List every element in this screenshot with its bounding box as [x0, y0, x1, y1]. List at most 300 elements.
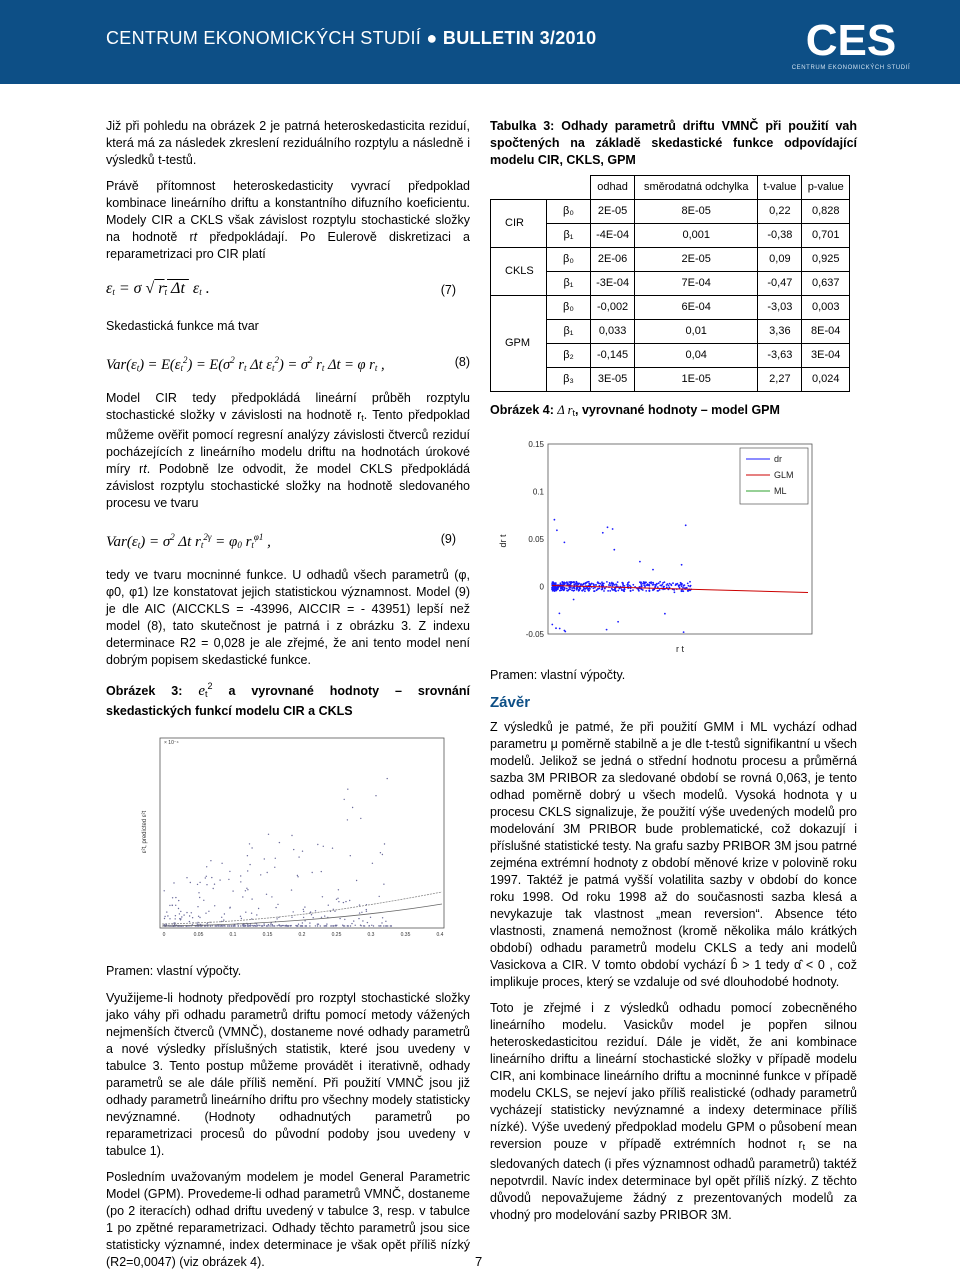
equation-7 — [106, 272, 470, 312]
scatter-point — [681, 564, 683, 566]
equation-8-number: (8) — [454, 355, 470, 369]
scatter-point — [251, 898, 252, 899]
figure-3-chart — [116, 732, 456, 952]
scatter-point — [555, 627, 557, 629]
scatter-point — [358, 918, 359, 919]
scatter-point — [247, 889, 248, 890]
scatter-point — [271, 896, 272, 897]
scatter-point — [298, 924, 299, 925]
scatter-point — [305, 925, 306, 926]
scatter-point — [259, 925, 260, 926]
scatter-point — [353, 920, 354, 921]
scatter-point — [183, 914, 184, 915]
scatter-point — [344, 799, 345, 800]
tvalue-cell: 3,36 — [758, 320, 802, 344]
scatter-point — [247, 925, 248, 926]
scatter-point — [658, 582, 660, 584]
scatter-point — [166, 911, 167, 912]
scatter-point — [279, 924, 280, 925]
scatter-point — [190, 882, 191, 883]
scatter-point — [384, 843, 385, 844]
scatter-point — [580, 584, 582, 586]
scatter-point — [206, 884, 207, 885]
scatter-point — [593, 584, 595, 586]
scatter-point — [206, 866, 207, 867]
figure-4-chart — [490, 436, 830, 656]
scatter-point — [668, 585, 670, 587]
scatter-point — [238, 925, 239, 926]
scatter-point — [325, 925, 326, 926]
x-tick-label: 0.3 — [367, 932, 375, 938]
legend — [740, 448, 808, 504]
bulletin-title-regular: CENTRUM EKONOMICKÝCH STUDIÍ ● — [106, 28, 438, 48]
scatter-point — [304, 906, 305, 907]
scatter-point — [337, 898, 338, 899]
scatter-point — [347, 789, 348, 790]
scatter-point — [260, 874, 261, 875]
scatter-point — [172, 897, 173, 898]
scatter-point — [380, 852, 381, 853]
scatter-point — [681, 585, 683, 587]
scatter-point — [339, 918, 340, 919]
scatter-point — [573, 587, 575, 589]
scatter-point — [561, 581, 563, 583]
scatter-point — [251, 925, 252, 926]
scatter-point — [186, 877, 187, 878]
paragraph: Již při pohledu na obrázek 2 je patrná heteroskedasticita reziduí, která má za následek zkreslení reziduálního rozptylu a následně i výsledků t-testů. — [106, 119, 470, 167]
model-cell: CKLS — [491, 248, 547, 296]
scatter-point — [197, 906, 198, 907]
sd-cell: 6E-04 — [635, 296, 758, 320]
scatter-point — [632, 584, 634, 586]
scatter-point — [302, 925, 303, 926]
scatter-point — [233, 925, 234, 926]
scatter-point — [609, 590, 611, 592]
scatter-point — [551, 624, 553, 626]
scatter-point — [344, 919, 345, 920]
scatter-point — [206, 876, 207, 877]
scatter-point — [211, 877, 212, 878]
equation-9-number: (9) — [440, 532, 456, 546]
scatter-point — [207, 925, 208, 926]
scatter-point — [652, 582, 654, 584]
scatter-point — [682, 587, 684, 589]
scatter-point — [249, 843, 250, 844]
right-column — [490, 118, 857, 1233]
scatter-point — [223, 919, 224, 920]
scatter-point — [382, 854, 383, 855]
scatter-point — [351, 923, 352, 924]
scatter-point — [386, 925, 387, 926]
scatter-point — [630, 590, 632, 592]
scatter-point — [214, 884, 215, 885]
scatter-point — [362, 920, 363, 921]
scatter-point — [576, 589, 578, 591]
scatter-point — [332, 848, 333, 849]
scatter-point — [347, 925, 348, 926]
pvalue-cell: 3E-04 — [802, 344, 850, 368]
scatter-point — [257, 925, 258, 926]
scatter-point — [655, 585, 657, 587]
paragraph: Využijeme-li hodnoty předpovědí pro rozptyl stochastické složky jako váhy při odhadu parametrů driftu pomocí metody vážených nejmenších čtverců (VMNČ), dostaneme nové odhady parametrů a nové výsledky příslušných statistik, které jsou uvedeny v tabulce 3. Tento postup můžeme provádět i iterativně, odhady parametrů se ale dále příliš nemění. Při použití VMNČ jsou již odhady parametrů lineárního driftu pro všechny modely statisticky nevýznamné. (Hodnoty odhadnutých parametrů po reparametrizaci procesů do původní podoby jsou uvedeny v tabulce 1). — [106, 991, 470, 1158]
scatter-point — [554, 590, 556, 592]
scatter-point — [291, 917, 292, 918]
scatter-point — [345, 901, 346, 902]
equation-9-body: $Var(\varepsilon_t) = \sigma^2$ Δt $r_t^{2\gamma} = \varphi_0$ $r_t^{\varphi 1}$ , — [106, 532, 271, 550]
scatter-point — [355, 925, 356, 926]
odhad-cell: -0,002 — [591, 296, 635, 320]
scatter-point — [344, 925, 345, 926]
scatter-point — [563, 582, 565, 584]
scatter-point — [566, 588, 568, 590]
scatter-point — [333, 909, 334, 910]
scatter-point — [247, 870, 248, 871]
scatter-point — [205, 913, 206, 914]
scatter-point — [601, 581, 603, 583]
scatter-point — [669, 583, 671, 585]
equation-7-body: $\varepsilon_t = \sigma$ √ $r_t$ Δt $\varepsilon_t$ . — [106, 280, 210, 297]
scatter-point — [219, 879, 220, 880]
scatter-point — [164, 916, 165, 917]
tvalue-cell: -0,38 — [758, 224, 802, 248]
scatter-point — [315, 925, 316, 926]
scatter-point — [338, 901, 339, 902]
scatter-point — [602, 532, 604, 534]
col-odhad: odhad — [591, 176, 635, 200]
scatter-point — [297, 925, 298, 926]
odhad-cell: 2E-05 — [591, 200, 635, 224]
scatter-point — [267, 872, 268, 873]
scatter-point — [573, 590, 575, 592]
scatter-point — [371, 925, 372, 926]
scatter-point — [596, 589, 598, 591]
scatter-point — [684, 584, 686, 586]
scatter-point — [685, 524, 687, 526]
scatter-point — [679, 587, 681, 589]
scatter-point — [360, 818, 361, 819]
scatter-point — [350, 855, 351, 856]
scatter-point — [367, 922, 368, 923]
scatter-point — [672, 582, 674, 584]
scatter-point — [359, 912, 360, 913]
param-cell: β₂ — [547, 344, 591, 368]
tvalue-cell: 2,27 — [758, 368, 802, 392]
x-tick-label: 0.35 — [400, 932, 411, 938]
scatter-point — [302, 922, 303, 923]
sd-cell: 1E-05 — [635, 368, 758, 392]
scatter-point — [291, 889, 292, 890]
figure-source: Pramen: vlastní výpočty. — [490, 668, 626, 682]
scatter-point — [553, 582, 555, 584]
scatter-point — [560, 589, 562, 591]
scatter-point — [578, 583, 580, 585]
scatter-point — [627, 585, 629, 587]
scatter-point — [229, 871, 230, 872]
scatter-point — [609, 582, 611, 584]
y-axis-label: ε²t, predicted ε²t — [142, 810, 148, 854]
scatter-point — [186, 912, 187, 913]
scatter-point — [583, 583, 585, 585]
scatter-point — [224, 925, 225, 926]
scatter-point — [361, 912, 362, 913]
scatter-point — [617, 590, 619, 592]
scatter-point — [576, 587, 578, 589]
scatter-point — [189, 921, 190, 922]
scatter-point — [245, 912, 246, 913]
scatter-point — [650, 581, 652, 583]
equation-8-body: $Var(\varepsilon_t) = E(\varepsilon_t^2) = E(\sigma^2$ $r_t$ Δt $\varepsilon_t^2) = \sigma^2$ $r_t$ Δt = φ $r_t$ , — [106, 355, 385, 373]
scatter-point — [370, 917, 371, 918]
scatter-point — [175, 897, 176, 898]
scatter-point — [229, 907, 230, 908]
scatter-point — [645, 590, 647, 592]
scatter-point — [682, 590, 684, 592]
scatter-point — [599, 588, 601, 590]
scatter-point — [390, 925, 391, 926]
pvalue-cell: 0,024 — [802, 368, 850, 392]
y-tick-label: 0.05 — [528, 535, 544, 544]
scatter-point — [383, 884, 384, 885]
scatter-point — [598, 582, 600, 584]
scatter-point — [302, 851, 303, 852]
scatter-point — [245, 925, 246, 926]
legend-label: GLM — [774, 470, 794, 480]
pvalue-cell: 0,828 — [802, 200, 850, 224]
scatter-point — [279, 925, 280, 926]
paragraph: Skedastická funkce má tvar — [106, 319, 259, 333]
pvalue-cell: 0,003 — [802, 296, 850, 320]
scatter-point — [210, 860, 211, 861]
scatter-point — [303, 911, 304, 912]
scatter-point — [387, 925, 388, 926]
scatter-point — [624, 588, 626, 590]
scatter-point — [606, 629, 608, 631]
scatter-point — [274, 867, 275, 868]
left-column — [106, 118, 470, 1270]
scatter-point — [600, 583, 602, 585]
scatter-point — [577, 582, 579, 584]
scatter-point — [659, 581, 661, 583]
scatter-point — [297, 875, 298, 876]
scatter-point — [197, 884, 198, 885]
param-cell: β₁ — [547, 224, 591, 248]
scatter-point — [627, 582, 629, 584]
scatter-point — [173, 882, 174, 883]
scatter-point — [622, 582, 624, 584]
param-cell: β₀ — [547, 248, 591, 272]
scatter-point — [559, 613, 561, 615]
pvalue-cell: 8E-04 — [802, 320, 850, 344]
scatter-point — [221, 917, 222, 918]
scatter-point — [553, 589, 555, 591]
scatter-point — [671, 584, 673, 586]
scatter-point — [588, 590, 590, 592]
col-pvalue: p-value — [802, 176, 850, 200]
scatter-point — [566, 581, 568, 583]
scatter-point — [356, 880, 357, 881]
logo-text: CES — [805, 16, 897, 65]
scatter-point — [349, 900, 350, 901]
scatter-point — [251, 913, 252, 914]
x-tick-label: 0.2 — [298, 932, 306, 938]
scatter-point — [688, 585, 690, 587]
tvalue-cell: 0,09 — [758, 248, 802, 272]
scatter-point — [639, 561, 641, 563]
scatter-point — [309, 925, 310, 926]
scatter-point — [652, 584, 654, 586]
scatter-point — [276, 918, 277, 919]
x-tick-label: 0.4 — [436, 932, 444, 938]
page-header — [0, 0, 960, 84]
scatter-point — [309, 922, 310, 923]
scatter-point — [382, 917, 383, 918]
scatter-point — [322, 896, 323, 897]
model-cell: GPM — [491, 296, 547, 392]
scatter-point — [352, 807, 353, 808]
scatter-point — [215, 925, 216, 926]
scatter-point — [268, 834, 269, 835]
scatter-point — [178, 908, 179, 909]
scatter-point — [608, 584, 610, 586]
figure-source: Pramen: vlastní výpočty. — [106, 964, 242, 978]
scatter-point — [621, 589, 623, 591]
scatter-point — [243, 925, 244, 926]
page-number: 7 — [475, 1254, 483, 1269]
scatter-point — [298, 856, 299, 857]
scatter-point — [335, 925, 336, 926]
scatter-point — [333, 925, 334, 926]
scatter-point — [285, 925, 286, 926]
scatter-point — [379, 925, 380, 926]
scatter-point — [611, 583, 613, 585]
scatter-point — [254, 925, 255, 926]
scatter-point — [247, 855, 248, 856]
scatter-point — [199, 897, 200, 898]
scatter-point — [277, 904, 278, 905]
scatter-point — [666, 584, 668, 586]
scatter-point — [578, 589, 580, 591]
scatter-point — [656, 583, 658, 585]
scatter-point — [644, 581, 646, 583]
scatter-point — [279, 842, 280, 843]
scatter-point — [321, 871, 322, 872]
scatter-point — [273, 925, 274, 926]
param-cell: β₁ — [547, 272, 591, 296]
scatter-point — [584, 590, 586, 592]
scatter-point — [181, 916, 182, 917]
scatter-point — [588, 581, 590, 583]
scatter-point — [228, 879, 229, 880]
sd-cell: 2E-05 — [635, 248, 758, 272]
scatter-point — [568, 584, 570, 586]
scatter-point — [683, 631, 685, 633]
scatter-point — [664, 581, 666, 583]
scatter-point — [227, 925, 228, 926]
param-cell: β₀ — [547, 200, 591, 224]
scatter-point — [241, 918, 242, 919]
scatter-point — [624, 585, 626, 587]
scatter-point — [366, 909, 367, 910]
scatter-point — [581, 590, 583, 592]
model-cell: CIR — [491, 200, 547, 248]
scatter-point — [263, 923, 264, 924]
scatter-point — [179, 913, 180, 914]
legend-label: ML — [774, 486, 787, 496]
scatter-point — [268, 925, 269, 926]
sd-cell: 0,01 — [635, 320, 758, 344]
scatter-point — [607, 526, 609, 528]
scatter-point — [246, 888, 247, 889]
scatter-point — [617, 581, 619, 583]
scatter-point — [689, 581, 691, 583]
sd-cell: 0,001 — [635, 224, 758, 248]
scatter-point — [644, 586, 646, 588]
scatter-point — [675, 583, 677, 585]
x-axis-label: r t — [676, 644, 684, 654]
scatter-point — [559, 628, 561, 630]
scatter-point — [649, 585, 651, 587]
scatter-point — [383, 925, 384, 926]
scatter-point — [240, 925, 241, 926]
scatter-point — [323, 846, 324, 847]
paragraph: Z výsledků je patmé, že při použití GMM i ML vychází odhad parametru μ poměrně stabilně a je dle t-testů signifikantní u všech modelů. Jelikož se jedná o střední hodnotu procesu a průměrná sazba 3M PRIBOR za sledované období se rovná 0,063, je tento odhad poměrně dobrý u všech modelů. Vysoká hodnota γ u procesu CKLS signalizuje, že použití výše uvedených modelů pro modelování 3M PRIBOR bude problematické, což dokazují i příslušné statistické testy. Na grafu sazby PRIBOR 3M jsou patrné zejména extrémní hodnoty z období měnové krize v polovině roku 1997. Taktéž je patmá vyšší volatilita sazby v období do konce roku 1998. Od roku 1998 až do současnosti sazba klesá a nevykazuje tak vlastnost „mean reversion“. Absence této vlastnosti, znamená nemožnost (kromě několika málo krátkých období) odhadu parametrů modelu CKLS a tedy ani modelů Vasickova a CIR. V tomto období vychází b̂ > 1 tedy α̂ < 0 , což implikuje proces, který se vzdaluje od své dlouhodobé hodnoty. — [490, 720, 857, 989]
odhad-cell: 2E-06 — [591, 248, 635, 272]
scatter-point — [189, 915, 190, 916]
scatter-point — [674, 591, 676, 593]
scatter-point — [261, 925, 262, 926]
scatter-point — [228, 925, 229, 926]
equation-8 — [106, 344, 470, 384]
scatter-point — [253, 925, 254, 926]
scatter-point — [555, 587, 557, 589]
scatter-point — [638, 590, 640, 592]
scatter-point — [169, 905, 170, 906]
scatter-point — [689, 586, 691, 588]
scatter-point — [560, 588, 562, 590]
scatter-point — [205, 877, 206, 878]
scatter-point — [612, 589, 614, 591]
scatter-point — [277, 925, 278, 926]
scatter-point — [256, 914, 257, 915]
scatter-point — [191, 912, 192, 913]
equation-7-number: (7) — [440, 283, 456, 297]
tvalue-cell: 0,22 — [758, 200, 802, 224]
scatter-point — [240, 881, 241, 882]
scatter-point — [272, 925, 273, 926]
scatter-point — [164, 918, 165, 919]
y-tick-label: 0.1 — [532, 487, 544, 497]
y-axis-label: dr t — [498, 534, 508, 548]
scatter-point — [366, 911, 367, 912]
scatter-point — [652, 589, 654, 591]
scatter-point — [264, 858, 265, 859]
odhad-cell: 0,033 — [591, 320, 635, 344]
scatter-point — [364, 925, 365, 926]
scatter-point — [199, 917, 200, 918]
scatter-point — [232, 890, 233, 891]
scatter-point — [321, 917, 322, 918]
bulletin-title — [106, 30, 596, 47]
odhad-cell: -3E-04 — [591, 272, 635, 296]
sd-cell: 7E-04 — [635, 272, 758, 296]
scatter-point — [175, 918, 176, 919]
scatter-point — [571, 587, 573, 589]
scatter-point — [214, 905, 215, 906]
figure-3-caption: Obrázek 3: $e_t^2$ a vyrovnané hodnoty – srovnání skedastických funkcí modelu CIR a CKLS — [106, 681, 470, 718]
scatter-point — [623, 590, 625, 592]
scatter-point — [657, 586, 659, 588]
scatter-point — [242, 896, 243, 897]
